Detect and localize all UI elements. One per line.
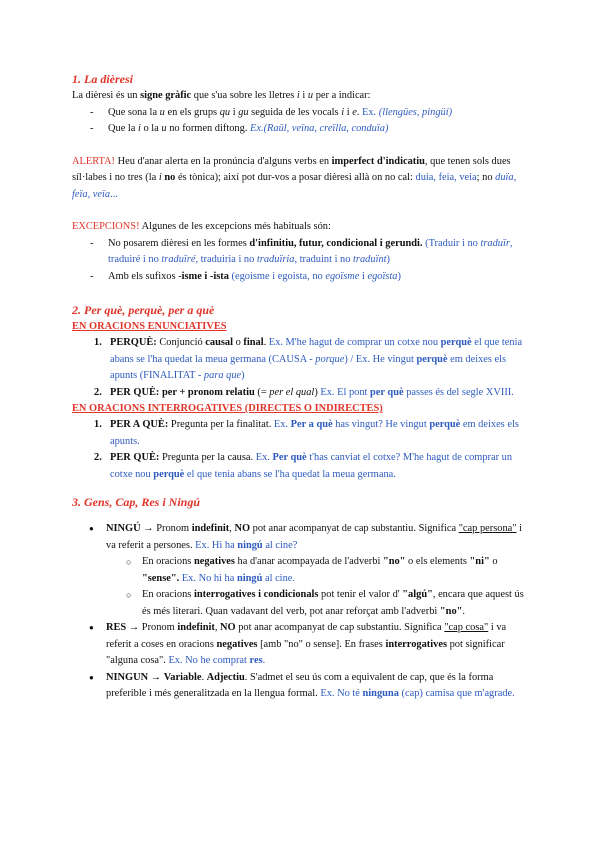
list-item: ○ En oracions interrogatives i condicionals pot tenir el valor d' "algú", encara que aquest ús és més literari. Quan vadavant del verb, pot anar reforçat amb l'adverbi "no". xyxy=(72,587,530,620)
list-item: 1. PER A QUÈ: Pregunta per la finalitat. Ex. Per a què has vingut? He vingut perquè em deixes els apunts. xyxy=(94,419,519,447)
section-title-dieresi: 1. La dièresi xyxy=(72,72,133,86)
interrogatives-list xyxy=(72,417,530,483)
excepcions-list xyxy=(72,236,530,286)
enunciatives-list xyxy=(72,335,530,401)
list-item: - No posarem dièresi en les formes d'infinitiu, futur, condicional i gerundi. (Traduir i no traduïr, traduiré i no traduïré, traduiria i no traduïria, traduint i no traduïnt) xyxy=(72,236,530,269)
subheading-interrogatives: EN ORACIONS INTERROGATIVES (DIRECTES O INDIRECTES) xyxy=(72,403,383,414)
excepcions-heading: EXCEPCIONS! Algunes de les excepcions més habituals són: xyxy=(72,221,331,232)
list-item-ningun: ● NINGUN → Variable. Adjectiu. S'admet el seu ús com a equivalent de cap, que és la forma preferible i més generalitzada en la llengua formal. Ex. No té ninguna (cap) camisa que m'agrade. xyxy=(72,670,530,703)
ningu-sublist xyxy=(72,554,530,620)
list-item: - Que la i o la u no formen diftong. Ex.(Raül, veïna, creïlla, conduïa) xyxy=(72,121,530,138)
alerta-paragraph: ALERTA! Heu d'anar alerta en la pronúncia d'alguns verbs en imperfect d'indicatiu, que tenen sols dues síl·labes i no tres (la i no és tònica); així pot dur-vos a posar dièresi allà on no cal: duia, feia, veia; no duïa, feïa, veïa... xyxy=(72,155,517,200)
dieresi-intro: La dièresi és un signe gràfic que s'ua sobre les lletres i i u per a indicar: xyxy=(72,90,371,101)
list-item-ningu: ● NINGÚ → Pronom indefinit, NO pot anar acompanyat de cap substantiu. Significa "cap persona" i va referit a persones. Ex. Hi ha ningú al cine? ○ En oracions negatives ha d'anar acompayada de l'adverbi "no" o els elements "ni" o "sense". Ex. No hi ha ningú al cine. ○ En oracions interrogatives i condicionals pot tenir el valor d' "algú", encara que aquest ús és més literari. Quan vadavant del verb, pot anar reforçat amb l'adverbi "no". xyxy=(72,521,530,620)
list-item: ○ En oracions negatives ha d'anar acompayada de l'adverbi "no" o els elements "ni" o "sense". Ex. No hi ha ningú al cine. xyxy=(72,554,530,587)
section-title-per-que: 2. Per què, perquè, per a què xyxy=(72,303,215,317)
list-item: 2. PER QUÈ: per + pronom relatiu (= per el qual) Ex. El pont per què passes és del segle XVIII. xyxy=(94,386,514,398)
list-item-res: ● RES → Pronom indefinit, NO pot anar acompanyat de cap substantiu. Significa "cap cosa" i va referit a coses en oracions negatives [amb "no" o sense]. En frases interrogatives pot significar "alguna cosa". Ex. No he comprat res. xyxy=(72,620,530,670)
list-item: - Amb els sufixos -isme i -ista (egoisme i egoista, no egoïsme i egoïsta) xyxy=(72,269,530,286)
dieresi-uses-list xyxy=(72,105,530,138)
pronouns-list xyxy=(72,521,530,703)
list-item: 2. PER QUÈ: Pregunta per la causa. Ex. Per què t'has canviat el cotxe? M'he hagut de comprar un cotxe nou perquè el que tenia abans se l'ha quedat la meua germana. xyxy=(94,452,513,480)
subheading-enunciatives: EN ORACIONS ENUNCIATIVES xyxy=(72,321,227,332)
list-item: - Que sona la u en els grups qu i gu seguida de les vocals i i e. Ex. (llengües, pingüí) xyxy=(72,105,530,122)
list-item: 1. PERQUÈ: Conjunció causal o final. Ex. M'he hagut de comprar un cotxe nou perquè el que tenia abans se l'ha quedat la meua germana (CAUSA - porque) / Ex. He vingut perquè em deixes els apunts (FINALITAT - para que) xyxy=(94,337,523,381)
section-title-gens-cap-res-ningu: 3. Gens, Cap, Res i Ningú xyxy=(72,495,201,509)
